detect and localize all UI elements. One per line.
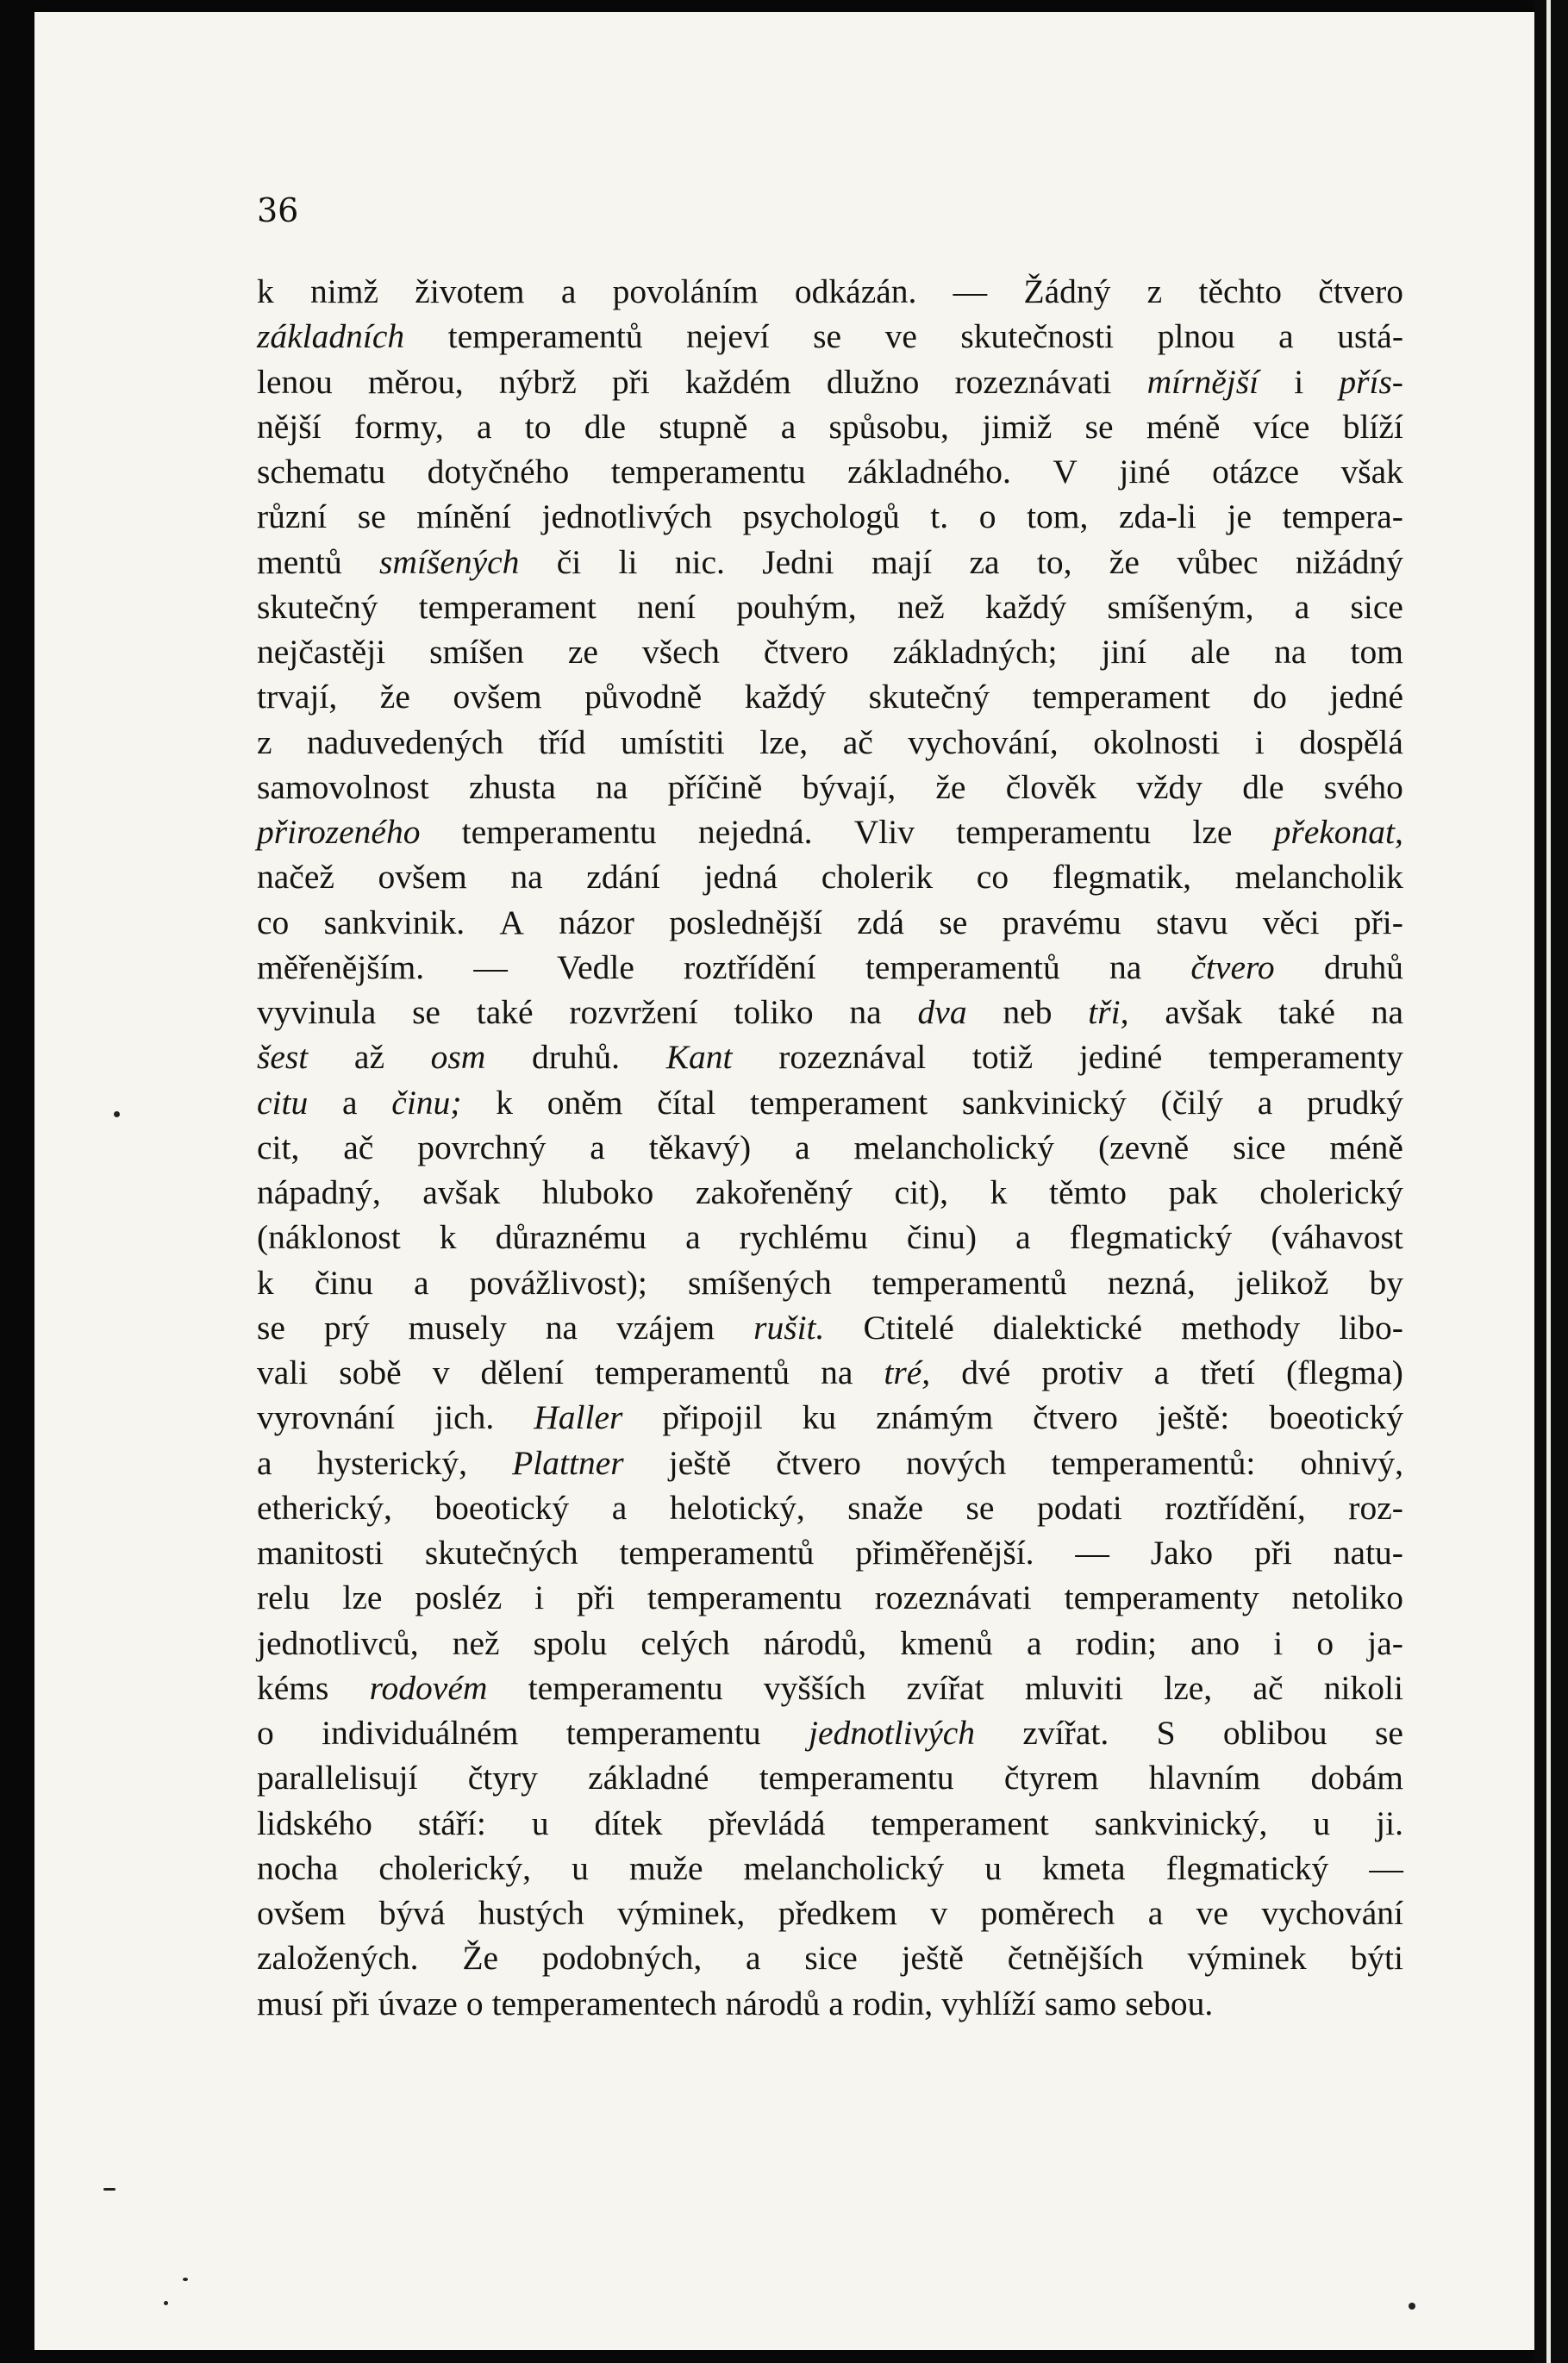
text-line: trvají, že ovšem původně každý skutečný temperament do jedné bbox=[257, 678, 1403, 716]
text-line: základních temperamentů nejeví se ve skutečnosti plnou a ustá- bbox=[257, 317, 1403, 356]
text-line: různí se mínění jednotlivých psychologů t. o tom, zda-li je tempera- bbox=[257, 497, 1403, 536]
text-line: načež ovšem na zdání jedná cholerik co flegmatik, melancholik bbox=[257, 858, 1403, 897]
ink-speck bbox=[114, 1111, 120, 1117]
ink-speck bbox=[1409, 2303, 1415, 2310]
text-line: a hysterický, Plattner ještě čtvero nových temperamentů: ohnivý, bbox=[257, 1443, 1403, 1482]
text-line: lidského stáří: u dítek převládá temperament sankvinický, u ji. bbox=[257, 1804, 1403, 1842]
text-line: k nimž životem a povoláním odkázán. — Žádný z těchto čtvero bbox=[257, 272, 1403, 310]
page-edge-line bbox=[1546, 0, 1551, 2363]
ink-speck bbox=[103, 2188, 116, 2191]
text-line: nápadný, avšak hluboko zakořeněný cit), k těmto pak cholerický bbox=[257, 1173, 1403, 1211]
text-line: přirozeného temperamentu nejedná. Vliv temperamentu lze překonat, bbox=[257, 813, 1403, 851]
text-line: kéms rodovém temperamentu vyšších zvířat mluviti lze, ač nikoli bbox=[257, 1668, 1403, 1707]
text-line: nější formy, a to dle stupně a spůsobu, jimiž se méně více blíží bbox=[257, 407, 1403, 446]
text-line: schematu dotyčného temperamentu základného. V jiné otázce však bbox=[257, 453, 1403, 491]
text-line: relu lze posléz i při temperamentu rozeznávati temperamenty netoliko bbox=[257, 1578, 1403, 1617]
text-line: se prý musely na vzájem rušit. Ctitelé dialektické methody libo- bbox=[257, 1308, 1403, 1347]
ink-speck bbox=[183, 2278, 188, 2281]
text-line: měřenějším. — Vedle roztřídění temperamentů na čtvero druhů bbox=[257, 947, 1403, 986]
page-number: 36 bbox=[257, 191, 299, 229]
text-line: k činu a povážlivost); smíšených temperamentů nezná, jelikož by bbox=[257, 1263, 1403, 1302]
text-line: musí při úvaze o temperamentech národů a rodin, vyhlíží samo sebou. bbox=[257, 1984, 1214, 2022]
text-line: o individuálném temperamentu jednotlivých zvířat. S oblibou se bbox=[257, 1714, 1403, 1752]
text-line: nocha cholerický, u muže melancholický u kmeta flegmatický — bbox=[257, 1848, 1403, 1887]
book-page bbox=[34, 12, 1534, 2350]
text-line: samovolnost zhusta na příčině bývají, že člověk vždy dle svého bbox=[257, 767, 1403, 806]
text-line: (náklonost k důraznému a rychlému činu) a flegmatický (váhavost bbox=[257, 1218, 1403, 1257]
text-line: mentů smíšených či li nic. Jedni mají za to, že vůbec nižádný bbox=[257, 542, 1403, 581]
text-line: co sankvinik. A názor poslednější zdá se pravému stavu věci při- bbox=[257, 903, 1403, 941]
text-line: ovšem bývá hustých výminek, předkem v poměrech a ve vychování bbox=[257, 1894, 1403, 1932]
text-line: šest až osm druhů. Kant rozeznával totiž jediné temperamenty bbox=[257, 1038, 1403, 1077]
text-line: cit, ač povrchný a těkavý) a melancholický (zevně sice méně bbox=[257, 1128, 1403, 1166]
body-text bbox=[257, 269, 1403, 2026]
text-line: z naduvedených tříd umístiti lze, ač vychování, okolnosti i dospělá bbox=[257, 722, 1403, 761]
text-line: založených. Že podobných, a sice ještě četnějších výminek býti bbox=[257, 1939, 1403, 1978]
text-line: vyrovnání jich. Haller připojil ku známým čtvero ještě: boeotický bbox=[257, 1398, 1403, 1437]
text-line: skutečný temperament není pouhým, než každý smíšeným, a sice bbox=[257, 587, 1403, 626]
text-line: lenou měrou, nýbrž při každém dlužno rozeznávati mírnější i přís- bbox=[257, 362, 1403, 401]
text-line: jednotlivců, než spolu celých národů, kmenů a rodin; ano i o ja- bbox=[257, 1623, 1403, 1662]
text-line: manitosti skutečných temperamentů přiměřenější. — Jako při natu- bbox=[257, 1534, 1403, 1572]
text-line: vali sobě v dělení temperamentů na tré, dvé protiv a třetí (flegma) bbox=[257, 1353, 1403, 1391]
ink-speck bbox=[164, 2301, 168, 2305]
text-line: etherický, boeotický a helotický, snaže se podati roztřídění, roz- bbox=[257, 1488, 1403, 1527]
text-line: nejčastěji smíšen ze všech čtvero základných; jiní ale na tom bbox=[257, 633, 1403, 671]
text-line: citu a činu; k oněm čítal temperament sankvinický (čilý a prudký bbox=[257, 1083, 1403, 1122]
scan-edge bbox=[1534, 0, 1568, 2363]
text-line: parallelisují čtyry základné temperamentu čtyrem hlavním dobám bbox=[257, 1759, 1403, 1797]
text-line: vyvinula se také rozvržení toliko na dva neb tři, avšak také na bbox=[257, 993, 1403, 1031]
